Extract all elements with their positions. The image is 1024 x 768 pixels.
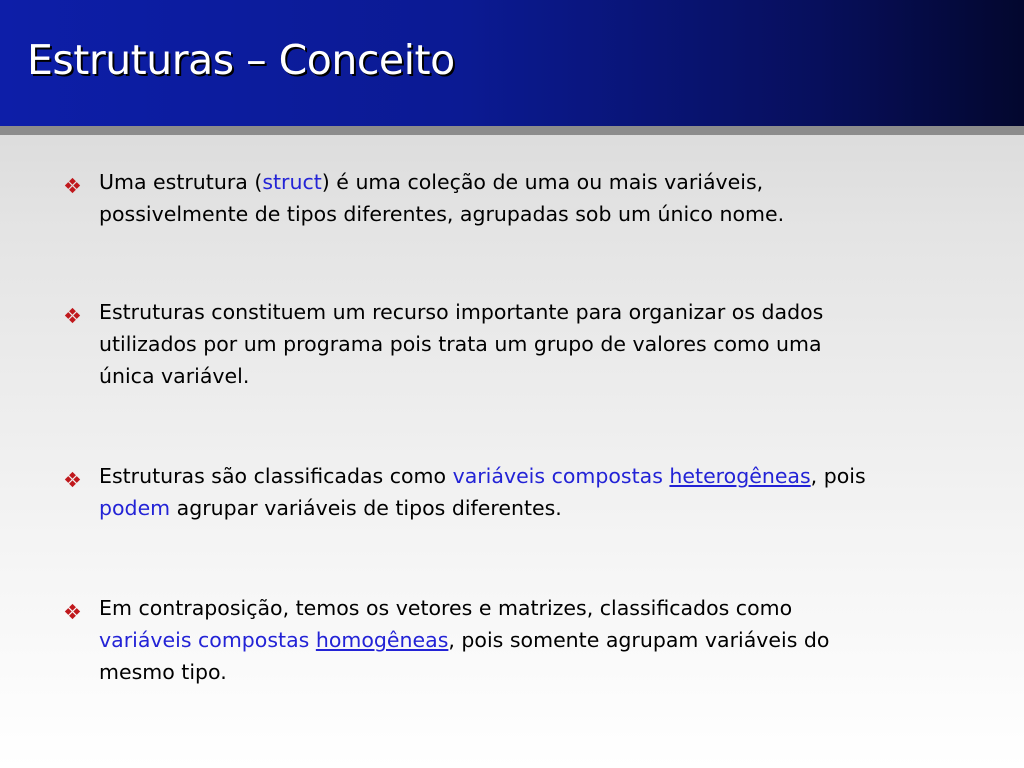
four-diamond-bullet-icon <box>64 177 81 194</box>
highlight-heterogeneous: heterogêneas <box>669 464 811 488</box>
text-run: Estruturas são classificadas como <box>99 464 453 488</box>
text-run: única variável. <box>99 364 250 388</box>
four-diamond-bullet-icon <box>64 471 81 488</box>
four-diamond-bullet-icon <box>64 307 81 324</box>
bullet-item <box>60 166 960 230</box>
keyword-struct: struct <box>262 170 322 194</box>
text-run: mesmo tipo. <box>99 660 227 684</box>
text-run: possivelmente de tipos diferentes, agrupadas sob um único nome. <box>99 202 785 226</box>
text-run: Uma estrutura ( <box>99 170 263 194</box>
bullet-item <box>60 460 960 524</box>
text-run: agrupar variáveis de tipos diferentes. <box>170 496 562 520</box>
bullet-item <box>60 592 960 688</box>
title-divider <box>0 126 1024 135</box>
highlight-homogeneous: homogêneas <box>315 628 449 652</box>
bullet-item <box>60 296 960 392</box>
text-run: Estruturas constituem um recurso importante para organizar os dados <box>99 300 824 324</box>
text-run: utilizados por um programa pois trata um grupo de valores como uma <box>99 332 822 356</box>
text-run: , pois <box>810 464 866 488</box>
four-diamond-bullet-icon <box>64 603 81 620</box>
highlight-compound-variables: variáveis compostas <box>99 628 310 652</box>
bullet-text <box>99 166 960 230</box>
bullet-text <box>99 460 960 524</box>
bullet-text <box>99 592 960 688</box>
bullet-text <box>99 296 960 392</box>
highlight-compound-variables: variáveis compostas <box>452 464 663 488</box>
slide-title: Estruturas – Conceito <box>27 36 455 84</box>
text-run: Em contraposição, temos os vetores e matrizes, classificados como <box>99 596 793 620</box>
highlight-can: podem <box>99 496 171 520</box>
text-run: , pois somente agrupam variáveis do <box>448 628 830 652</box>
text-run: ) é uma coleção de uma ou mais variáveis, <box>321 170 764 194</box>
